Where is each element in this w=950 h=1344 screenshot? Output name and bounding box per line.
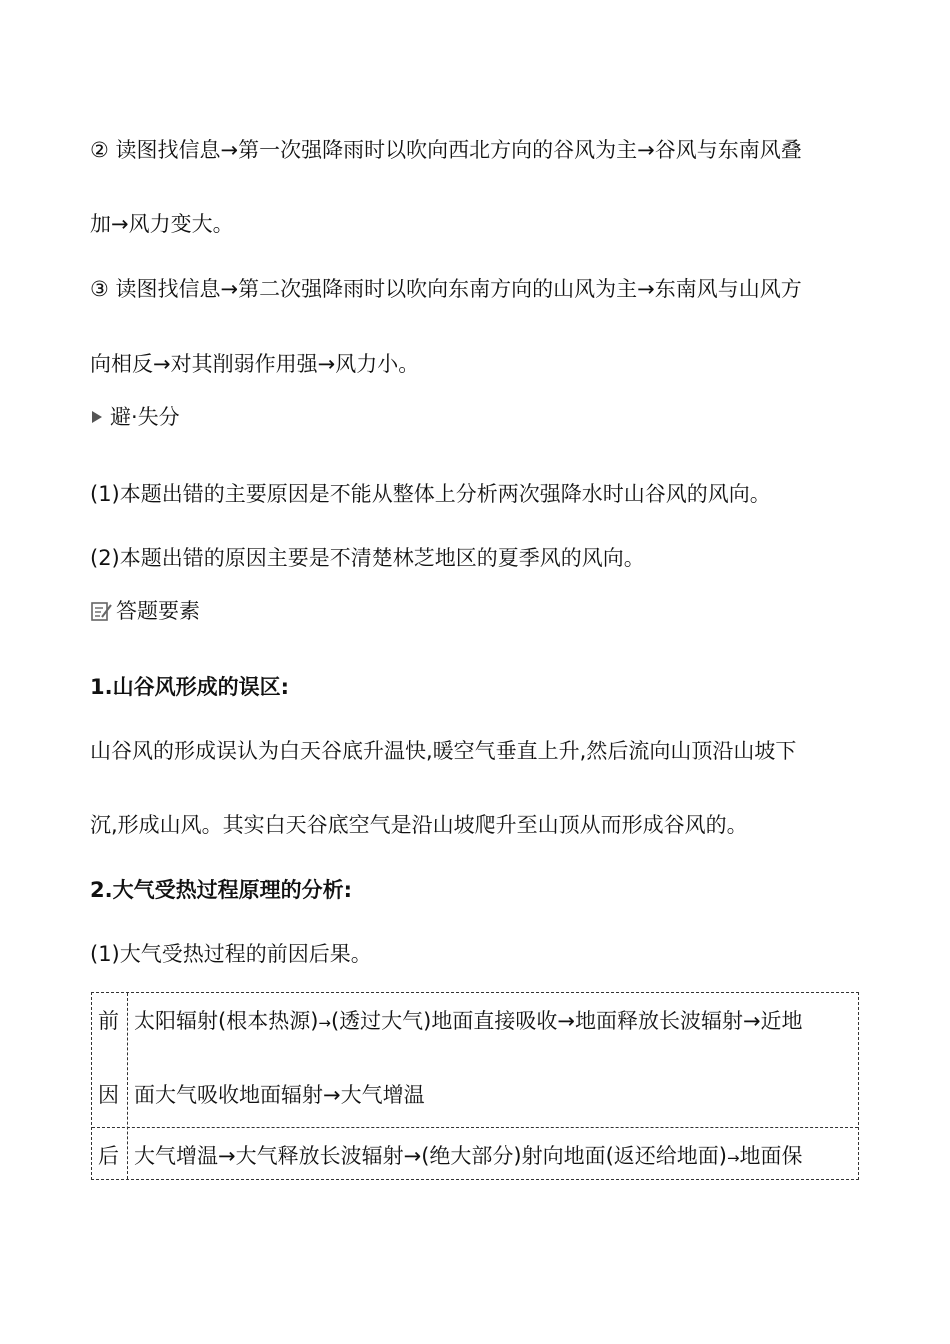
misconception-line-2: 沉,形成山风。其实白天谷底空气是沿山坡爬升至山顶从而形成谷风的。	[90, 813, 748, 837]
row-cause-head-2: 因	[98, 1083, 119, 1107]
row-cause-text-line-1	[134, 1007, 856, 1037]
cause-small-arrow: →	[318, 1014, 331, 1032]
paragraph-step-3-line-2: 向相反→对其削弱作用强→风力小。	[90, 352, 420, 376]
note-pencil-icon	[90, 600, 114, 622]
error-reason-1: (1)本题出错的主要原因是不能从整体上分析两次强降水时山谷风的风向。	[90, 482, 771, 506]
cause-text-part-2: (透过大气)地面直接吸收→地面释放长波辐射→近地	[330, 1009, 803, 1033]
cause-effect-table	[91, 992, 859, 1180]
table-column-divider	[127, 993, 128, 1179]
row-cause-head-1: 前	[98, 1009, 119, 1033]
play-triangle-icon	[92, 411, 102, 423]
effect-small-arrow: →	[726, 1149, 740, 1167]
heading-valley-wind-misconception: 1.山谷风形成的误区:	[90, 675, 289, 699]
paragraph-step-3-line-1: ③ 读图找信息→第二次强降雨时以吹向东南方向的山风为主→东南风与山风方	[90, 277, 802, 301]
heading-atmosphere-heating: 2.大气受热过程原理的分析:	[90, 878, 352, 902]
section-avoid-errors-heading	[90, 403, 870, 431]
section-answer-elements-heading	[90, 597, 870, 625]
effect-text-part-1: 大气增温→大气释放长波辐射→(绝大部分)射向地面(返还给地面)	[134, 1144, 727, 1168]
answer-elements-label: 答题要素	[116, 599, 200, 623]
error-reason-2: (2)本题出错的原因主要是不清楚林芝地区的夏季风的风向。	[90, 546, 645, 570]
row-cause-text-line-2: 面大气吸收地面辐射→大气增温	[134, 1083, 425, 1107]
cause-text-part-1: 太阳辐射(根本热源)	[134, 1009, 319, 1033]
table-row-divider	[92, 1127, 858, 1128]
avoid-heading-label: 避·失分	[110, 405, 180, 429]
row-effect-head: 后	[98, 1144, 119, 1168]
paragraph-step-2-line-1: ② 读图找信息→第一次强降雨时以吹向西北方向的谷风为主→谷风与东南风叠	[90, 138, 802, 162]
paragraph-step-2-line-2: 加→风力变大。	[90, 212, 234, 236]
effect-text-part-2: 地面保	[739, 1144, 803, 1168]
row-effect-text	[134, 1142, 856, 1172]
misconception-line-1: 山谷风的形成误认为白天谷底升温快,暖空气垂直上升,然后流向山顶沿山坡下	[90, 739, 797, 763]
heating-cause-effect-intro: (1)大气受热过程的前因后果。	[90, 942, 372, 966]
